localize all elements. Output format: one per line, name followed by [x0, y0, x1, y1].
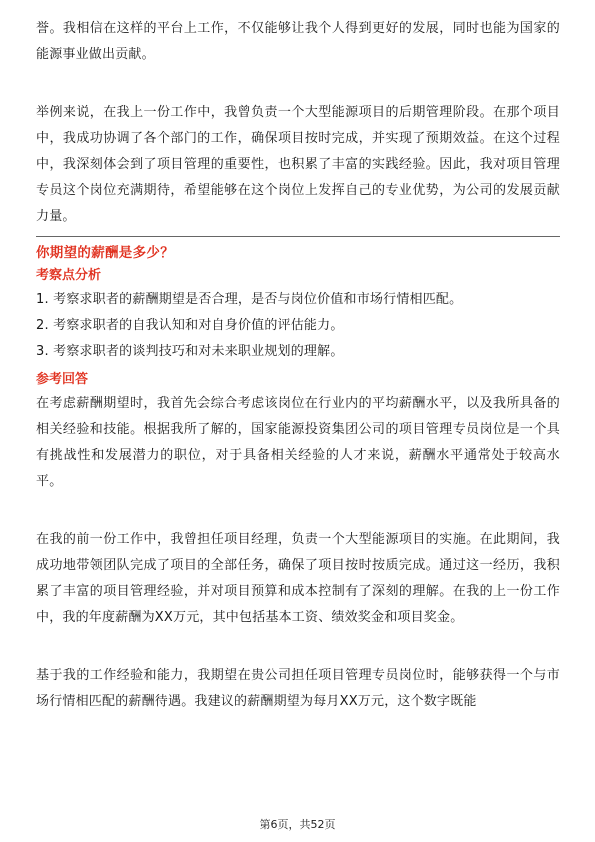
- answer-paragraph-1: 在考虑薪酬期望时，我首先会综合考虑该岗位在行业内的平均薪酬水平，以及我所具备的相关经验和技能。根据我所了解的，国家能源投资集团公司的项目管理专员岗位是一个具有挑战性和发展潜力的职位，对于具备相关经验的人才来说，薪酬水平通常处于较高水平。: [36, 396, 560, 489]
- question-title: 你期望的薪酬是多少？: [36, 245, 174, 261]
- analysis-point-3: 3. 考察求职者的谈判技巧和对未来职业规划的理解。: [36, 344, 344, 359]
- section-divider: [36, 236, 560, 237]
- answer-paragraph-2: 在我的前一份工作中，我曾担任项目经理，负责一个大型能源项目的实施。在此期间，我成功地带领团队完成了项目的全部任务，确保了项目按时按质完成。通过这一经历，我积累了丰富的项目管理经验，并对项目预算和成本控制有了深刻的理解。在我的上一份工作中，我的年度薪酬为XX万元，其中包括基本工资、绩效奖金和项目奖金。: [36, 532, 560, 625]
- analysis-point-2: 2. 考察求职者的自我认知和对自身价值的评估能力。: [36, 318, 344, 333]
- page-content: [36, 16, 560, 715]
- answer-heading: 参考回答: [36, 372, 89, 387]
- page-number: 第6页，共52页: [259, 818, 336, 831]
- analysis-point-1: 1. 考察求职者的薪酬期望是否合理，是否与岗位价值和市场行情相匹配。: [36, 292, 463, 307]
- analysis-heading: 考察点分析: [36, 268, 102, 283]
- answer-paragraph-3: 基于我的工作经验和能力，我期望在贵公司担任项目管理专员岗位时，能够获得一个与市场行情相匹配的薪酬待遇。我建议的薪酬期望为每月XX万元，这个数字既能: [36, 668, 560, 709]
- intro-paragraph-2: 举例来说，在我上一份工作中，我曾负责一个大型能源项目的后期管理阶段。在那个项目中，我成功协调了各个部门的工作，确保项目按时完成，并实现了预期效益。在这个过程中，我深刻体会到了项目管理的重要性，也积累了丰富的实践经验。因此，我对项目管理专员这个岗位充满期待，希望能够在这个岗位上发挥自己的专业优势，为公司的发展贡献力量。: [36, 105, 560, 224]
- intro-paragraph-1: 誉。我相信在这样的平台上工作，不仅能够让我个人得到更好的发展，同时也能为国家的能源事业做出贡献。: [36, 21, 560, 62]
